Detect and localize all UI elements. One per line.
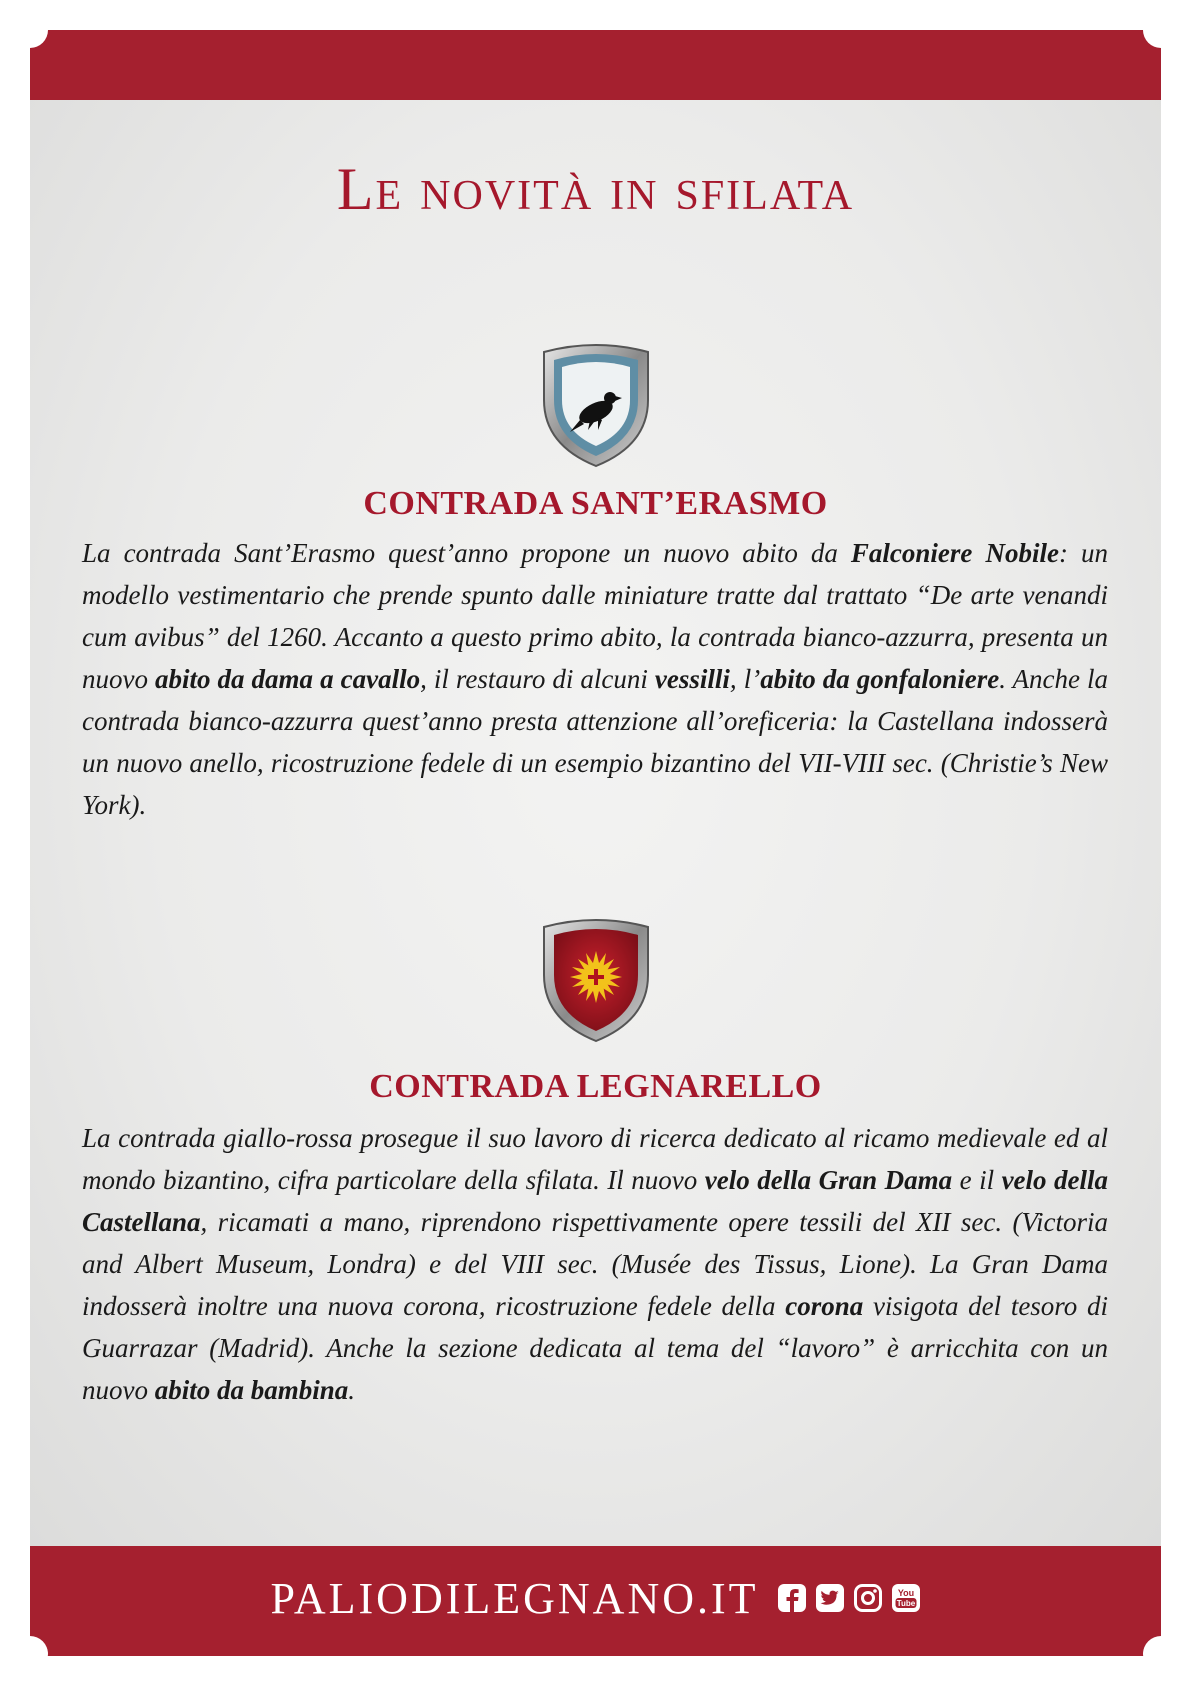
sun-shield-icon [536,915,656,1045]
section-title-santerasmo: CONTRADA SANT’ERASMO [363,485,828,522]
corner-notch [1143,1636,1179,1672]
section-title-legnarello: CONTRADA LEGNARELLO [369,1068,822,1105]
facebook-icon[interactable] [777,1583,807,1613]
top-band [30,30,1161,100]
instagram-icon[interactable] [853,1583,883,1613]
section-text-legnarello: La contrada giallo-rossa prosegue il suo lavoro di ricerca dedicato al ricamo medievale ed al mondo bizantino, cifra particolare della sfilata. Il nuovo velo della Gran Dama e il velo della Castellana, ricamati a mano, riprendono rispettivamente opere tessili del XII sec. (Victoria and Albert Museum, Londra) e del VIII sec. (Musée des Tissus, Lione). La Gran Dama indosserà inoltre una nuova corona, ricostruzione fedele della corona visigota del tesoro di Guarrazar (Madrid). Anche la sezione dedicata al tema del “lavoro” è arricchita con un nuovo abito da bambina. [82,1123,1109,1405]
social-icons [777,1583,921,1613]
website-link[interactable]: PALIODILEGNANO.IT [270,1573,759,1623]
corner-notch [1143,12,1179,48]
youtube-text-bottom: Tube [896,1599,915,1608]
footer [0,1568,1191,1628]
corner-notch [12,1636,48,1672]
shield-legnarello [0,915,1191,1045]
corner-notch [12,12,48,48]
youtube-text-top: You [897,1588,914,1598]
section-text-santerasmo: La contrada Sant’Erasmo quest’anno propone un nuovo abito da Falconiere Nobile: un modello vestimentario che prende spunto dalle miniature tratte dal trattato “De arte venandi cum avibus” del 1260. Accanto a questo primo abito, la contrada bianco-azzurra, presenta un nuovo abito da dama a cavallo, il restauro di alcuni vessilli, l’abito da gonfaloniere. Anche la contrada bianco-azzurra quest’anno presta attenzione all’oreficeria: la Castellana indosserà un nuovo anello, ricostruzione fedele di un esempio bizantino del VII-VIII sec. (Christie’s New York). [82,538,1108,820]
shield-santerasmo [0,340,1191,470]
page-title: Le novità in sfilata [336,156,855,222]
youtube-icon[interactable] [891,1583,921,1613]
falcon-shield-icon [536,340,656,470]
twitter-icon[interactable] [815,1583,845,1613]
